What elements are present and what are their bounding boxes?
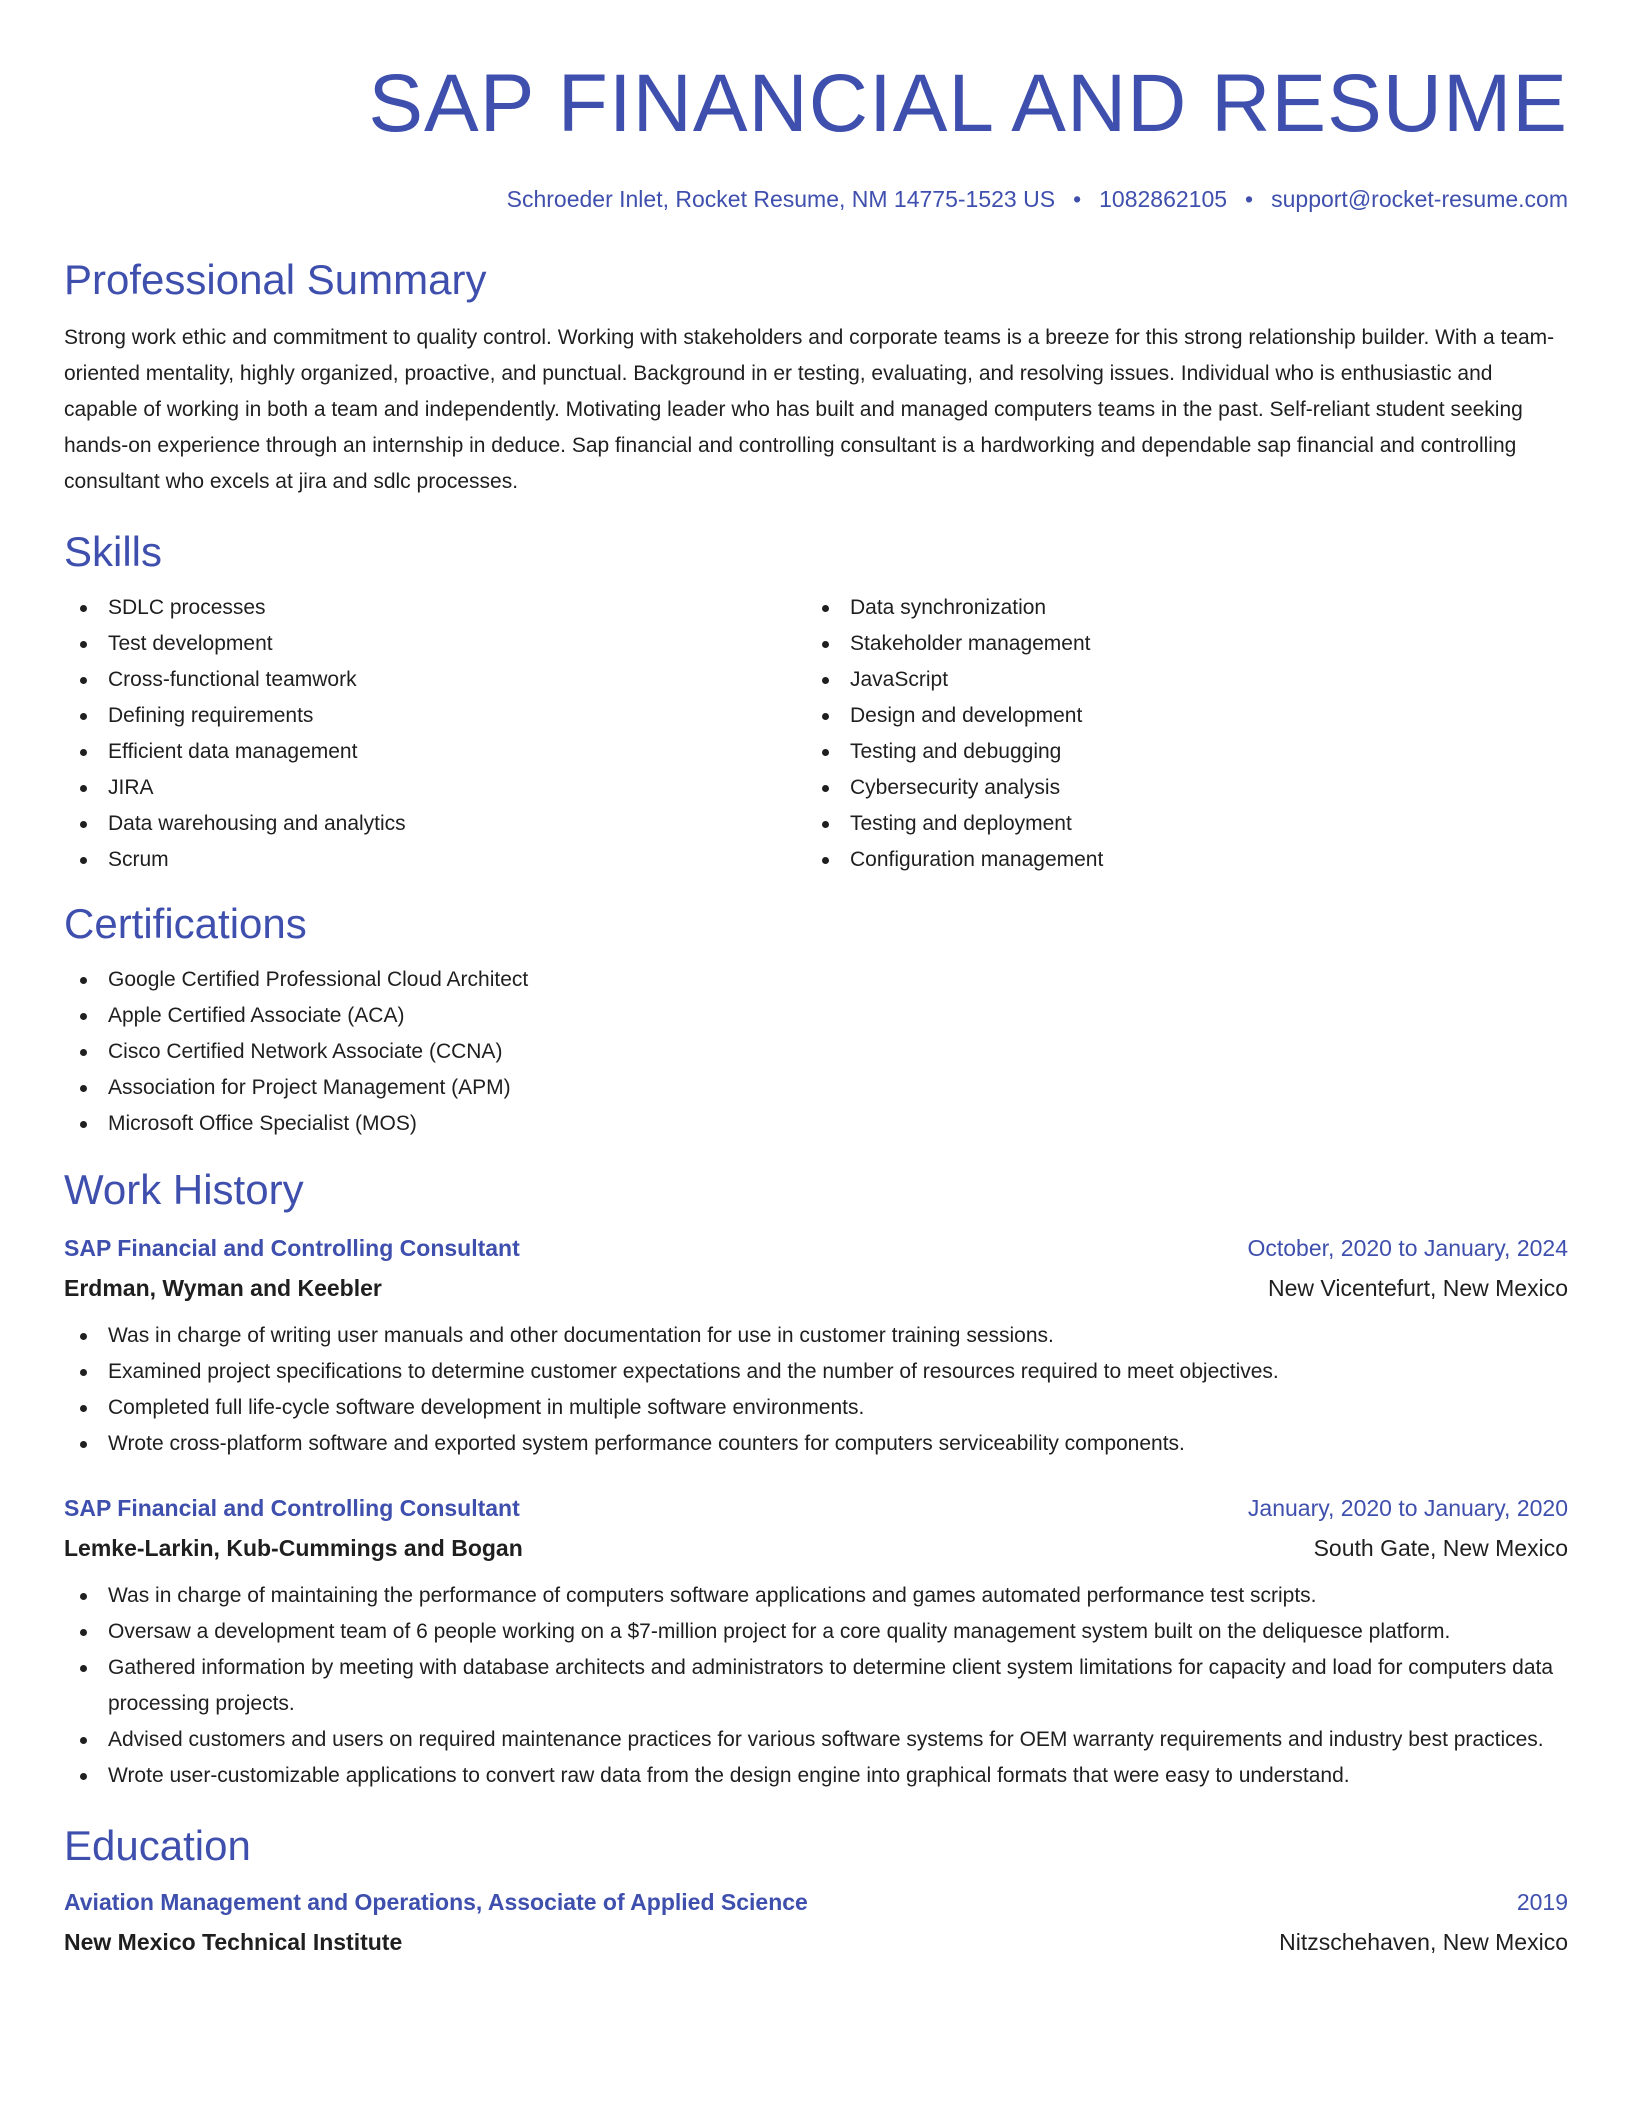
job-title: SAP Financial and Controlling Consultant: [64, 1235, 520, 1261]
certifications-list: [64, 962, 1568, 1142]
skill-item: Configuration management: [806, 842, 1548, 878]
job-company-row: [64, 1528, 1568, 1568]
contact-email: support@rocket-resume.com: [1271, 186, 1568, 212]
skill-item: Cross-functional teamwork: [64, 662, 806, 698]
education-heading: Education: [64, 1822, 251, 1869]
education-location: Nitzschehaven, New Mexico: [1279, 1929, 1568, 1955]
skills-heading: Skills: [64, 528, 163, 575]
responsibility-item: Advised customers and users on required maintenance practices for various software systems for OEM warranty requirements and industry best practices.: [64, 1722, 1568, 1758]
education-school: New Mexico Technical Institute: [64, 1929, 403, 1955]
certification-item: Apple Certified Associate (ACA): [64, 998, 1568, 1034]
skill-item: SDLC processes: [64, 590, 806, 626]
skill-item: Design and development: [806, 698, 1548, 734]
certification-item: Google Certified Professional Cloud Architect: [64, 962, 1568, 998]
contact-line: [64, 184, 1568, 214]
skill-item: Test development: [64, 626, 806, 662]
job-entry: [64, 1228, 1568, 1462]
responsibility-item: Gathered information by meeting with database architects and administrators to determine client system limitations for capacity and load for computers data processing projects.: [64, 1650, 1568, 1722]
skill-item: JavaScript: [806, 662, 1548, 698]
education-year: 2019: [1516, 1889, 1568, 1915]
skill-item: Testing and debugging: [806, 734, 1548, 770]
certification-item: Cisco Certified Network Associate (CCNA): [64, 1034, 1568, 1070]
responsibility-item: Wrote cross-platform software and exported system performance counters for computers serviceability components.: [64, 1426, 1568, 1462]
skill-item: Defining requirements: [64, 698, 806, 734]
education-entry: [64, 1882, 1568, 1962]
resume-header: [64, 0, 1568, 214]
responsibility-item: Completed full life-cycle software development in multiple software environments.: [64, 1390, 1568, 1426]
education-degree: Aviation Management and Operations, Associate of Applied Science: [64, 1889, 808, 1915]
job-responsibilities: [64, 1578, 1568, 1794]
job-company: Erdman, Wyman and Keebler: [64, 1275, 382, 1301]
certification-item: Microsoft Office Specialist (MOS): [64, 1106, 1568, 1142]
skills-column-right: [806, 590, 1548, 878]
job-dates: October, 2020 to January, 2024: [1247, 1235, 1568, 1261]
skill-item: JIRA: [64, 770, 806, 806]
skill-item: Data synchronization: [806, 590, 1548, 626]
summary-text: Strong work ethic and commitment to quality control. Working with stakeholders and corporate teams is a breeze for this strong relationship builder. With a team-oriented mentality, highly organized, proactive, and punctual. Background in er testing, evaluating, and resolving issues. Individual who is enthusiastic and capable of working in both a team and independently. Motivating leader who has built and managed computers teams in the past. Self-reliant student seeking hands-on experience through an internship in deduce. Sap financial and controlling consultant is a hardworking and dependable sap financial and controlling consultant who excels at jira and sdlc processes.: [64, 326, 1555, 493]
job-company: Lemke-Larkin, Kub-Cummings and Bogan: [64, 1535, 523, 1561]
job-company-row: [64, 1268, 1568, 1308]
responsibility-item: Oversaw a development team of 6 people working on a $7-million project for a core quality management system built on the deliquesce platform.: [64, 1614, 1568, 1650]
candidate-name: SAP FINANCIAL AND RESUME: [368, 58, 1568, 149]
job-responsibilities: [64, 1318, 1568, 1462]
job-title-row: [64, 1228, 1568, 1268]
responsibility-item: Was in charge of writing user manuals and other documentation for use in customer training sessions.: [64, 1318, 1568, 1354]
job-title-row: [64, 1488, 1568, 1528]
responsibility-item: Was in charge of maintaining the performance of computers software applications and games automated performance test scripts.: [64, 1578, 1568, 1614]
job-location: New Vicentefurt, New Mexico: [1268, 1275, 1568, 1301]
skills-grid: [64, 590, 1568, 878]
responsibility-item: Wrote user-customizable applications to convert raw data from the design engine into graphical formats that were easy to understand.: [64, 1758, 1568, 1794]
skill-item: Data warehousing and analytics: [64, 806, 806, 842]
skill-item: Cybersecurity analysis: [806, 770, 1548, 806]
education-degree-row: [64, 1882, 1568, 1922]
job-dates: January, 2020 to January, 2020: [1247, 1495, 1568, 1521]
skill-item: Efficient data management: [64, 734, 806, 770]
certification-item: Association for Project Management (APM): [64, 1070, 1568, 1106]
summary-heading: Professional Summary: [64, 256, 487, 303]
skill-item: Scrum: [64, 842, 806, 878]
job-title: SAP Financial and Controlling Consultant: [64, 1495, 520, 1521]
certifications-heading: Certifications: [64, 900, 307, 947]
skills-column-left: [64, 590, 806, 878]
education-school-row: [64, 1922, 1568, 1962]
contact-phone: 1082862105: [1099, 186, 1228, 212]
skill-item: Testing and deployment: [806, 806, 1548, 842]
job-location: South Gate, New Mexico: [1313, 1535, 1568, 1561]
work-history-heading: Work History: [64, 1166, 304, 1213]
contact-separator: •: [1073, 186, 1082, 212]
contact-address: Schroeder Inlet, Rocket Resume, NM 14775-1523 US: [506, 186, 1056, 212]
contact-separator: •: [1245, 186, 1254, 212]
responsibility-item: Examined project specifications to determine customer expectations and the number of resources required to meet objectives.: [64, 1354, 1568, 1390]
job-entry: [64, 1488, 1568, 1794]
skill-item: Stakeholder management: [806, 626, 1548, 662]
